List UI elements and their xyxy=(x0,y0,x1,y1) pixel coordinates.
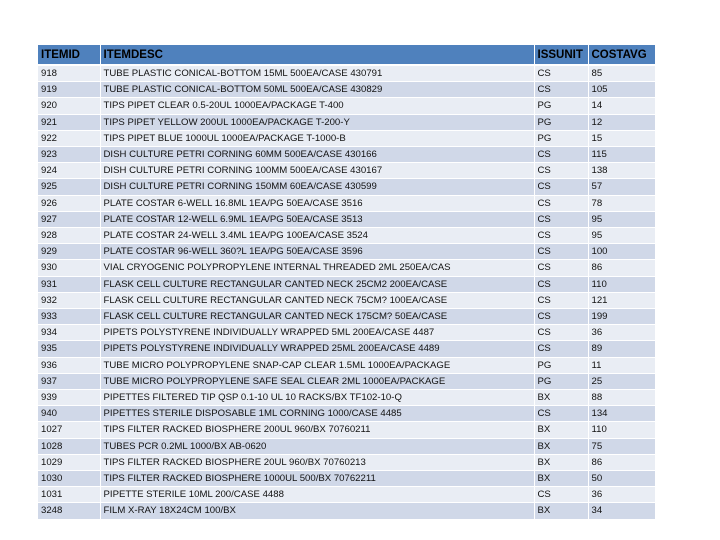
table-row xyxy=(38,503,655,519)
table-row xyxy=(38,98,655,114)
cell-issunit: CS xyxy=(534,276,588,292)
cell-issunit: CS xyxy=(534,244,588,260)
cell-issunit: CS xyxy=(534,406,588,422)
header-row xyxy=(38,45,655,65)
cell-itemid: 1029 xyxy=(38,454,100,470)
cell-costavg: 134 xyxy=(588,406,655,422)
cell-itemid: 1030 xyxy=(38,471,100,487)
cell-itemid: 930 xyxy=(38,260,100,276)
cell-itemdesc: PLATE COSTAR 12-WELL 6.9ML 1EA/PG 50EA/CASE 3513 xyxy=(100,211,534,227)
header-itemdesc: ITEMDESC xyxy=(100,45,534,65)
cell-itemid: 934 xyxy=(38,325,100,341)
cell-itemdesc: PLATE COSTAR 6-WELL 16.8ML 1EA/PG 50EA/CASE 3516 xyxy=(100,195,534,211)
table-row xyxy=(38,65,655,82)
cell-itemid: 925 xyxy=(38,179,100,195)
cell-issunit: CS xyxy=(534,147,588,163)
cell-costavg: 36 xyxy=(588,325,655,341)
cell-itemdesc: PIPETS POLYSTYRENE INDIVIDUALLY WRAPPED 5ML 200EA/CASE 4487 xyxy=(100,325,534,341)
cell-issunit: BX xyxy=(534,454,588,470)
cell-costavg: 105 xyxy=(588,82,655,98)
table-row xyxy=(38,114,655,130)
cell-itemdesc: PIPETTES STERILE DISPOSABLE 1ML CORNING 1000/CASE 4485 xyxy=(100,406,534,422)
cell-issunit: CS xyxy=(534,82,588,98)
cell-issunit: PG xyxy=(534,130,588,146)
table-row xyxy=(38,228,655,244)
cell-itemid: 932 xyxy=(38,292,100,308)
table-body xyxy=(38,65,655,519)
cell-itemid: 921 xyxy=(38,114,100,130)
cell-itemdesc: TUBE MICRO POLYPROPYLENE SNAP-CAP CLEAR 1.5ML 1000EA/PACKAGE xyxy=(100,357,534,373)
cell-itemid: 939 xyxy=(38,390,100,406)
table-row xyxy=(38,309,655,325)
table-row xyxy=(38,195,655,211)
cell-itemid: 935 xyxy=(38,341,100,357)
cell-issunit: CS xyxy=(534,292,588,308)
table-row xyxy=(38,357,655,373)
cell-itemid: 937 xyxy=(38,373,100,389)
cell-issunit: BX xyxy=(534,390,588,406)
cell-costavg: 36 xyxy=(588,487,655,503)
header-costavg: COSTAVG xyxy=(588,45,655,65)
cell-itemdesc: TUBE PLASTIC CONICAL-BOTTOM 15ML 500EA/CASE 430791 xyxy=(100,65,534,82)
table-row xyxy=(38,471,655,487)
cell-itemid: 929 xyxy=(38,244,100,260)
cell-itemid: 933 xyxy=(38,309,100,325)
cell-costavg: 89 xyxy=(588,341,655,357)
cell-itemdesc: TIPS PIPET CLEAR 0.5-20UL 1000EA/PACKAGE T-400 xyxy=(100,98,534,114)
cell-itemid: 1028 xyxy=(38,438,100,454)
cell-costavg: 78 xyxy=(588,195,655,211)
table-row xyxy=(38,406,655,422)
cell-itemdesc: DISH CULTURE PETRI CORNING 60MM 500EA/CASE 430166 xyxy=(100,147,534,163)
cell-itemdesc: TIPS FILTER RACKED BIOSPHERE 20UL 960/BX 70760213 xyxy=(100,454,534,470)
cell-issunit: PG xyxy=(534,98,588,114)
cell-costavg: 15 xyxy=(588,130,655,146)
cell-costavg: 11 xyxy=(588,357,655,373)
cell-costavg: 12 xyxy=(588,114,655,130)
cell-issunit: BX xyxy=(534,422,588,438)
table-row xyxy=(38,487,655,503)
cell-itemid: 940 xyxy=(38,406,100,422)
cell-itemdesc: PLATE COSTAR 96-WELL 360?L 1EA/PG 50EA/CASE 3596 xyxy=(100,244,534,260)
cell-issunit: CS xyxy=(534,228,588,244)
cell-itemdesc: TUBES PCR 0.2ML 1000/BX AB-0620 xyxy=(100,438,534,454)
item-cost-table-container xyxy=(38,45,655,520)
cell-itemid: 920 xyxy=(38,98,100,114)
cell-issunit: PG xyxy=(534,373,588,389)
table-row xyxy=(38,454,655,470)
cell-itemdesc: DISH CULTURE PETRI CORNING 100MM 500EA/CASE 430167 xyxy=(100,163,534,179)
header-itemid: ITEMID xyxy=(38,45,100,65)
cell-itemid: 922 xyxy=(38,130,100,146)
cell-itemid: 923 xyxy=(38,147,100,163)
cell-costavg: 75 xyxy=(588,438,655,454)
table-row xyxy=(38,292,655,308)
table-row xyxy=(38,325,655,341)
cell-itemdesc: TUBE MICRO POLYPROPYLENE SAFE SEAL CLEAR 2ML 1000EA/PACKAGE xyxy=(100,373,534,389)
cell-costavg: 115 xyxy=(588,147,655,163)
table-row xyxy=(38,82,655,98)
table-row xyxy=(38,260,655,276)
cell-itemdesc: DISH CULTURE PETRI CORNING 150MM 60EA/CASE 430599 xyxy=(100,179,534,195)
table-row xyxy=(38,244,655,260)
cell-itemid: 924 xyxy=(38,163,100,179)
cell-costavg: 199 xyxy=(588,309,655,325)
cell-issunit: BX xyxy=(534,471,588,487)
cell-costavg: 50 xyxy=(588,471,655,487)
table-row xyxy=(38,163,655,179)
table-row xyxy=(38,341,655,357)
cell-itemid: 928 xyxy=(38,228,100,244)
cell-itemdesc: PIPETTES FILTERED TIP QSP 0.1-10 UL 10 RACKS/BX TF102-10-Q xyxy=(100,390,534,406)
cell-itemid: 3248 xyxy=(38,503,100,519)
cell-issunit: CS xyxy=(534,195,588,211)
cell-itemid: 931 xyxy=(38,276,100,292)
cell-itemdesc: FILM X-RAY 18X24CM 100/BX xyxy=(100,503,534,519)
cell-issunit: CS xyxy=(534,179,588,195)
cell-itemdesc: TIPS PIPET BLUE 1000UL 1000EA/PACKAGE T-1000-B xyxy=(100,130,534,146)
cell-itemid: 919 xyxy=(38,82,100,98)
cell-issunit: CS xyxy=(534,260,588,276)
cell-itemid: 927 xyxy=(38,211,100,227)
cell-costavg: 57 xyxy=(588,179,655,195)
cell-issunit: CS xyxy=(534,341,588,357)
cell-itemid: 918 xyxy=(38,65,100,82)
cell-itemdesc: FLASK CELL CULTURE RECTANGULAR CANTED NECK 75CM? 100EA/CASE xyxy=(100,292,534,308)
cell-costavg: 25 xyxy=(588,373,655,389)
cell-itemdesc: FLASK CELL CULTURE RECTANGULAR CANTED NECK 175CM? 50EA/CASE xyxy=(100,309,534,325)
cell-itemdesc: PIPETTE STERILE 10ML 200/CASE 4488 xyxy=(100,487,534,503)
cell-itemid: 936 xyxy=(38,357,100,373)
cell-itemid: 1027 xyxy=(38,422,100,438)
cell-costavg: 88 xyxy=(588,390,655,406)
cell-costavg: 34 xyxy=(588,503,655,519)
table-row xyxy=(38,130,655,146)
cell-issunit: BX xyxy=(534,438,588,454)
cell-issunit: CS xyxy=(534,487,588,503)
cell-itemdesc: TIPS PIPET YELLOW 200UL 1000EA/PACKAGE T-200-Y xyxy=(100,114,534,130)
cell-costavg: 86 xyxy=(588,260,655,276)
cell-costavg: 85 xyxy=(588,65,655,82)
cell-issunit: CS xyxy=(534,325,588,341)
cell-issunit: CS xyxy=(534,65,588,82)
cell-issunit: BX xyxy=(534,503,588,519)
cell-costavg: 95 xyxy=(588,211,655,227)
cell-itemid: 1031 xyxy=(38,487,100,503)
table-row xyxy=(38,179,655,195)
cell-costavg: 110 xyxy=(588,422,655,438)
table-row xyxy=(38,211,655,227)
cell-costavg: 110 xyxy=(588,276,655,292)
item-cost-table xyxy=(38,45,655,520)
table-row xyxy=(38,373,655,389)
cell-itemdesc: FLASK CELL CULTURE RECTANGULAR CANTED NECK 25CM2 200EA/CASE xyxy=(100,276,534,292)
cell-itemdesc: TIPS FILTER RACKED BIOSPHERE 1000UL 500/BX 70762211 xyxy=(100,471,534,487)
cell-itemdesc: TIPS FILTER RACKED BIOSPHERE 200UL 960/BX 70760211 xyxy=(100,422,534,438)
cell-issunit: CS xyxy=(534,309,588,325)
cell-itemdesc: VIAL CRYOGENIC POLYPROPYLENE INTERNAL THREADED 2ML 250EA/CAS xyxy=(100,260,534,276)
table-row xyxy=(38,422,655,438)
cell-costavg: 86 xyxy=(588,454,655,470)
cell-costavg: 14 xyxy=(588,98,655,114)
cell-itemid: 926 xyxy=(38,195,100,211)
header-issunit: ISSUNIT xyxy=(534,45,588,65)
cell-costavg: 121 xyxy=(588,292,655,308)
cell-itemdesc: TUBE PLASTIC CONICAL-BOTTOM 50ML 500EA/CASE 430829 xyxy=(100,82,534,98)
cell-costavg: 138 xyxy=(588,163,655,179)
cell-costavg: 100 xyxy=(588,244,655,260)
cell-issunit: PG xyxy=(534,357,588,373)
cell-costavg: 95 xyxy=(588,228,655,244)
table-header xyxy=(38,45,655,65)
table-row xyxy=(38,438,655,454)
table-row xyxy=(38,276,655,292)
cell-itemdesc: PIPETS POLYSTYRENE INDIVIDUALLY WRAPPED 25ML 200EA/CASE 4489 xyxy=(100,341,534,357)
cell-issunit: CS xyxy=(534,211,588,227)
table-row xyxy=(38,147,655,163)
cell-itemdesc: PLATE COSTAR 24-WELL 3.4ML 1EA/PG 100EA/CASE 3524 xyxy=(100,228,534,244)
cell-issunit: CS xyxy=(534,163,588,179)
cell-issunit: PG xyxy=(534,114,588,130)
table-row xyxy=(38,390,655,406)
